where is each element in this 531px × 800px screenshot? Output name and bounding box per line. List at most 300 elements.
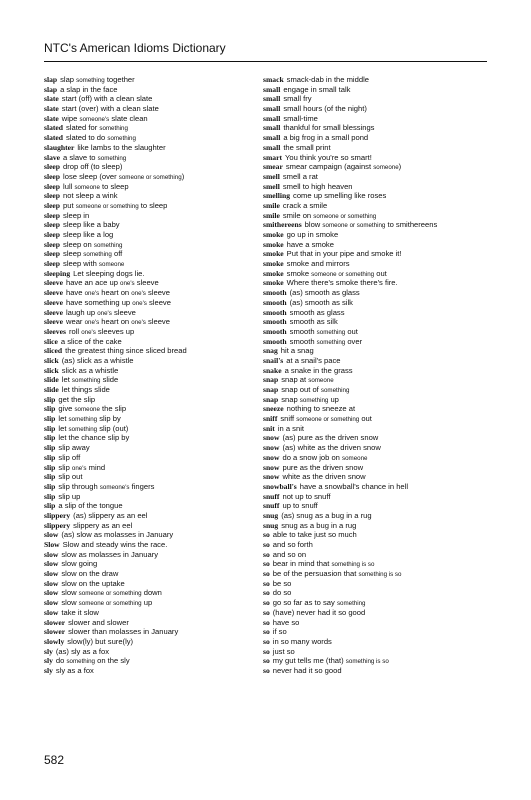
placeholder-text: someone or something <box>296 416 360 424</box>
dictionary-entry <box>263 433 481 443</box>
entry-headword: sleep <box>44 210 61 220</box>
entry-phrase <box>63 201 167 210</box>
entry-headword: sliced <box>44 346 63 356</box>
phrase-text: (as) pure as the driven snow <box>282 433 379 443</box>
phrase-text: do <box>55 656 67 666</box>
entry-phrase <box>62 385 110 394</box>
entry-phrase <box>273 559 375 568</box>
dictionary-entry <box>44 579 262 589</box>
entry-headword: small <box>263 133 281 143</box>
dictionary-entry <box>263 182 481 192</box>
phrase-text: do so <box>272 588 292 598</box>
dictionary-entry <box>44 337 262 347</box>
entry-headword: so <box>263 530 270 540</box>
placeholder-text: someone's <box>99 483 130 491</box>
dictionary-entry <box>44 550 262 560</box>
left-column <box>44 75 262 676</box>
phrase-text: snug as a bug in a rug <box>281 520 357 530</box>
entry-phrase <box>62 94 153 103</box>
phrase-text: smile on <box>282 210 314 220</box>
phrase-text: a slave to <box>63 152 98 162</box>
entry-headword: snuff <box>263 491 280 501</box>
phrase-text: over <box>345 336 363 346</box>
dictionary-entry <box>263 656 481 666</box>
entry-phrase <box>290 288 360 297</box>
entry-headword: slow <box>44 569 59 579</box>
entry-phrase <box>290 298 353 307</box>
entry-phrase <box>290 337 362 346</box>
entry-phrase <box>66 317 170 326</box>
phrase-text: sleeve <box>134 278 159 288</box>
placeholder-text: something <box>66 658 95 666</box>
entry-phrase <box>273 608 365 617</box>
phrase-text: smooth <box>289 336 317 346</box>
dictionary-entry <box>44 501 262 511</box>
phrase-text: be of the persuasion that <box>272 569 359 579</box>
entry-phrase <box>61 530 173 539</box>
phrase-text: do a snow job on <box>282 452 342 462</box>
entry-phrase <box>290 317 338 326</box>
placeholder-text: something <box>99 125 128 133</box>
phrase-text: snap at <box>281 375 309 385</box>
dictionary-entry <box>44 666 262 676</box>
phrase-text: have a smoke <box>286 239 334 249</box>
running-header: NTC's American Idioms Dictionary <box>44 41 226 55</box>
entry-headword: snow <box>263 433 280 443</box>
entry-phrase <box>63 540 168 549</box>
phrase-text: small hours (of the night) <box>283 104 367 114</box>
entry-headword: so <box>263 646 270 656</box>
placeholder-text: one's <box>84 319 100 327</box>
entry-headword: snap <box>263 375 279 385</box>
entry-phrase <box>62 114 148 123</box>
phrase-text: slated for <box>65 123 100 133</box>
entry-headword: sleeve <box>44 278 63 288</box>
dictionary-entry <box>263 540 481 550</box>
dictionary-entry <box>263 143 481 153</box>
entry-phrase <box>282 453 367 462</box>
entry-headword: sleep <box>44 230 61 239</box>
entry-headword: snap <box>263 385 279 394</box>
entry-phrase <box>281 346 314 355</box>
phrase-text: and so on <box>272 549 307 559</box>
entry-headword: so <box>263 627 270 637</box>
phrase-text: slow <box>61 588 79 598</box>
entry-headword: slip <box>44 501 56 511</box>
entry-headword: so <box>263 617 270 627</box>
entry-headword: slide <box>44 385 59 394</box>
phrase-text: blow <box>304 220 323 230</box>
dictionary-entry <box>263 395 481 405</box>
phrase-text: (as) slippery as an eel <box>73 510 148 520</box>
dictionary-entry <box>263 308 481 318</box>
phrase-text: thankful for small blessings <box>283 123 375 133</box>
phrase-text: (as) snug as a bug in a rug <box>281 510 372 520</box>
phrase-text: snap out of <box>281 385 321 394</box>
dictionary-entry <box>263 317 481 327</box>
entry-headword: slow <box>44 607 59 617</box>
entry-headword: slap <box>44 84 58 94</box>
dictionary-entry <box>263 550 481 560</box>
dictionary-entry <box>263 288 481 298</box>
entry-phrase <box>62 104 159 113</box>
entry-phrase <box>63 162 122 171</box>
dictionary-entry <box>44 230 262 240</box>
entry-headword: small <box>263 104 281 114</box>
dictionary-entry <box>44 569 262 579</box>
entry-phrase <box>300 482 408 491</box>
dictionary-entry <box>263 530 481 540</box>
dictionary-entry <box>263 191 481 201</box>
entry-headword: Slow <box>44 540 60 549</box>
entry-phrase <box>61 569 118 578</box>
entry-phrase <box>282 492 330 501</box>
phrase-text: slow <box>61 598 79 608</box>
phrase-text: You think you're so smart! <box>284 152 372 162</box>
entry-headword: slow <box>44 578 59 588</box>
entry-phrase <box>285 366 353 375</box>
phrase-text: Where there's smoke there's fire. <box>286 278 398 288</box>
dictionary-entry <box>263 133 481 143</box>
dictionary-entry <box>263 114 481 124</box>
entry-headword: smelling <box>263 191 291 201</box>
placeholder-text: something <box>316 338 346 346</box>
dictionary-entry <box>263 278 481 288</box>
entry-phrase <box>63 182 129 191</box>
phrase-text: small-time <box>283 113 318 123</box>
entry-phrase <box>61 608 99 617</box>
phrase-text: slow on the uptake <box>61 578 125 588</box>
entry-phrase <box>283 85 350 94</box>
phrase-text: engage in small talk <box>283 84 351 94</box>
entry-headword: slick <box>44 355 59 365</box>
entry-phrase <box>62 356 134 365</box>
entry-phrase <box>286 356 340 365</box>
dictionary-entry <box>44 492 262 502</box>
entry-phrase <box>287 249 402 258</box>
entry-phrase <box>283 143 330 152</box>
phrase-text: in so many words <box>272 636 332 646</box>
entry-headword: smile <box>263 210 280 220</box>
entry-phrase <box>58 463 105 472</box>
entry-phrase <box>273 569 402 578</box>
entry-phrase <box>60 75 135 84</box>
phrase-text: have an ace up <box>65 278 121 288</box>
phrase-text: give <box>58 404 75 414</box>
entry-headword: slow <box>44 588 59 598</box>
entry-headword: slow <box>44 549 59 559</box>
placeholder-text: one's <box>81 328 96 336</box>
entry-phrase <box>68 618 129 627</box>
phrase-text: bear in mind that <box>272 559 332 569</box>
dictionary-entry <box>263 94 481 104</box>
phrase-text: sleeve <box>145 317 170 327</box>
phrase-text: ) <box>181 171 185 181</box>
phrase-text: smell a rat <box>282 171 318 181</box>
dictionary-entry <box>44 618 262 628</box>
dictionary-entry <box>263 162 481 172</box>
entry-phrase <box>286 162 401 171</box>
dictionary-entry <box>44 656 262 666</box>
entry-headword: small <box>263 142 281 152</box>
dictionary-entry <box>44 94 262 104</box>
phrase-text: slippery as an eel <box>73 520 133 530</box>
entry-phrase <box>61 588 162 597</box>
phrase-text: a big frog in a small pond <box>283 133 369 143</box>
dictionary-entry <box>44 424 262 434</box>
dictionary-entry <box>263 346 481 356</box>
dictionary-entry <box>263 472 481 482</box>
phrase-text: have a snowball's chance in hell <box>299 481 409 491</box>
phrase-text: smooth as silk <box>289 317 338 327</box>
dictionary-entry <box>44 162 262 172</box>
dictionary-entry <box>44 123 262 133</box>
entry-headword: so <box>263 656 270 666</box>
right-column <box>263 75 481 676</box>
placeholder-text: something <box>336 600 366 608</box>
phrase-text: smoke <box>286 268 312 278</box>
entry-headword: sleep <box>44 171 61 181</box>
dictionary-entry <box>263 269 481 279</box>
entry-phrase <box>73 269 144 278</box>
phrase-text: at a snail's pace <box>286 355 341 365</box>
phrase-text: (as) slick as a whistle <box>61 355 134 365</box>
entry-headword: smoke <box>263 230 284 239</box>
phrase-text: and so forth <box>272 540 313 549</box>
entry-phrase <box>283 94 311 103</box>
dictionary-entry <box>44 530 262 540</box>
entry-headword: slip <box>44 394 56 404</box>
phrase-text: nothing to sneeze at <box>286 404 356 414</box>
entry-headword: snap <box>263 394 279 404</box>
placeholder-text: something <box>316 328 346 336</box>
entry-headword: smooth <box>263 326 287 336</box>
entry-phrase <box>273 656 389 665</box>
entry-phrase <box>282 443 380 452</box>
phrase-text: out <box>359 414 372 424</box>
placeholder-text: one's <box>120 280 135 288</box>
placeholder-text: someone <box>308 377 334 385</box>
dictionary-entry <box>263 220 481 230</box>
placeholder-text: something <box>320 387 350 394</box>
entry-headword: so <box>263 607 270 617</box>
entry-phrase <box>287 230 339 239</box>
entry-phrase <box>58 453 80 462</box>
dictionary-entry <box>263 404 481 414</box>
entry-phrase <box>60 85 117 94</box>
dictionary-entry <box>44 278 262 288</box>
entry-headword: slip <box>44 472 56 482</box>
entry-phrase <box>61 559 97 568</box>
phrase-text: (as) sly as a fox <box>55 646 110 656</box>
entry-phrase <box>273 627 287 636</box>
entry-headword: snag <box>263 346 278 356</box>
phrase-text: slow as molasses in January <box>61 549 159 559</box>
phrase-text: have so <box>272 617 300 627</box>
entry-phrase <box>56 656 130 665</box>
entry-headword: slip <box>44 481 56 491</box>
entry-headword: slip <box>44 423 56 433</box>
phrase-text: sleep <box>63 249 84 259</box>
dictionary-entry <box>263 366 481 376</box>
entry-phrase <box>69 327 134 336</box>
entry-phrase <box>61 337 122 346</box>
phrase-text: smoke and mirrors <box>286 259 350 269</box>
entry-phrase <box>287 240 334 249</box>
entry-phrase <box>61 598 152 607</box>
entry-headword: slated <box>44 123 63 133</box>
phrase-text: the greatest thing since sliced bread <box>65 346 187 356</box>
dictionary-entry <box>44 472 262 482</box>
entry-phrase <box>66 123 128 132</box>
entry-headword: so <box>263 549 270 559</box>
placeholder-text: someone or something <box>322 222 386 230</box>
dictionary-entry <box>263 588 481 598</box>
entry-phrase <box>58 395 95 404</box>
phrase-text: heart on <box>99 317 132 327</box>
entry-phrase <box>58 472 82 481</box>
entry-headword: sleep <box>44 249 61 259</box>
entry-phrase <box>66 278 159 287</box>
entry-headword: slip <box>44 443 56 453</box>
entry-phrase <box>290 308 345 317</box>
entry-headword: slippery <box>44 520 71 530</box>
dictionary-entry <box>263 559 481 569</box>
entry-headword: smoke <box>263 278 284 288</box>
entry-phrase <box>63 230 113 239</box>
entry-phrase <box>283 114 318 123</box>
entry-headword: snow <box>263 462 280 472</box>
entry-headword: smile <box>263 200 280 210</box>
entry-phrase <box>73 511 147 520</box>
phrase-text: if so <box>272 627 287 637</box>
entry-headword: snug <box>263 520 279 530</box>
entry-phrase <box>283 172 318 181</box>
phrase-text: smooth <box>289 326 317 336</box>
dictionary-entry <box>44 298 262 308</box>
entry-headword: small <box>263 123 281 133</box>
placeholder-text: someone <box>74 183 100 191</box>
entry-headword: so <box>263 559 270 569</box>
phrase-text: sleep with <box>63 259 99 269</box>
entry-phrase <box>58 501 122 510</box>
dictionary-entry <box>44 327 262 337</box>
entry-phrase <box>282 501 317 510</box>
entry-headword: smooth <box>263 297 287 307</box>
phrase-text: start (off) with a clean slate <box>61 94 153 104</box>
phrase-text: go up in smoke <box>286 230 339 239</box>
dictionary-entry <box>263 492 481 502</box>
dictionary-entry <box>44 211 262 221</box>
entry-phrase <box>281 511 371 520</box>
entry-headword: sneeze <box>263 404 284 414</box>
phrase-text: wear <box>65 317 85 327</box>
placeholder-text: something <box>68 416 98 424</box>
dictionary-entry <box>44 559 262 569</box>
phrase-text: together <box>104 75 135 84</box>
phrase-text: sleeve <box>111 307 136 317</box>
entry-headword: slow <box>44 598 59 608</box>
entry-phrase <box>66 133 136 142</box>
entry-phrase <box>285 153 372 162</box>
entry-phrase <box>281 385 349 394</box>
placeholder-text: one's <box>97 309 112 317</box>
dictionary-entry <box>263 337 481 347</box>
dictionary-entry <box>263 327 481 337</box>
placeholder-text: someone or something <box>313 212 377 220</box>
phrase-text: wipe <box>61 113 80 123</box>
placeholder-text: something <box>76 77 105 84</box>
entry-headword: sleeve <box>44 317 63 327</box>
page-number: 582 <box>44 753 65 767</box>
entry-phrase <box>63 259 124 268</box>
entry-headword: so <box>263 588 270 598</box>
phrase-text: sleeve <box>145 288 170 298</box>
entry-phrase <box>62 366 119 375</box>
dictionary-entry <box>263 375 481 385</box>
phrase-text: able to take just so much <box>272 530 357 540</box>
phrase-text: have something up <box>65 297 133 307</box>
entry-headword: slave <box>44 152 61 162</box>
entry-headword: smoke <box>263 259 284 269</box>
phrase-text: let <box>61 375 72 385</box>
dictionary-entry <box>44 482 262 492</box>
dictionary-entry <box>44 133 262 143</box>
dictionary-entry <box>263 259 481 269</box>
dictionary-entry <box>44 259 262 269</box>
entry-headword: slippery <box>44 510 71 520</box>
entry-headword: slip <box>44 452 56 462</box>
phrase-text: slower and slower <box>68 617 129 627</box>
phrase-text: slip (out) <box>97 423 129 433</box>
phrase-text: sniff <box>280 414 297 424</box>
entry-phrase <box>280 414 372 423</box>
placeholder-text: something <box>71 377 101 385</box>
entry-headword: slate <box>44 104 59 114</box>
entry-headword: sleeve <box>44 307 63 317</box>
dictionary-entry <box>263 424 481 434</box>
entry-headword: snug <box>263 510 279 520</box>
dictionary-entry <box>263 172 481 182</box>
dictionary-entry <box>44 153 262 163</box>
entry-phrase <box>283 133 368 142</box>
dictionary-entry <box>263 104 481 114</box>
entry-phrase <box>282 463 363 472</box>
entry-headword: smoke <box>263 249 284 259</box>
placeholder-text: someone <box>74 406 100 414</box>
phrase-text: (as) smooth as silk <box>289 297 353 307</box>
entry-headword: smack <box>263 75 284 84</box>
phrase-text: laugh up <box>65 307 98 317</box>
placeholder-text: something is so <box>358 571 402 579</box>
dictionary-entry <box>44 395 262 405</box>
entry-headword: so <box>263 578 270 588</box>
phrase-text: out <box>374 268 387 278</box>
phrase-text: slip off <box>58 452 81 462</box>
dictionary-entry <box>44 220 262 230</box>
phrase-text: slow(ly) but sure(ly) <box>67 636 134 646</box>
dictionary-entry <box>263 385 481 395</box>
dictionary-entry <box>263 482 481 492</box>
phrase-text: be so <box>272 578 292 588</box>
entry-phrase <box>293 191 386 200</box>
phrase-text: slip out <box>58 472 83 482</box>
entry-phrase <box>58 482 154 491</box>
entry-headword: slap <box>44 75 58 84</box>
phrase-text: down <box>141 588 162 598</box>
entry-phrase <box>273 618 300 627</box>
dictionary-entry <box>263 521 481 531</box>
